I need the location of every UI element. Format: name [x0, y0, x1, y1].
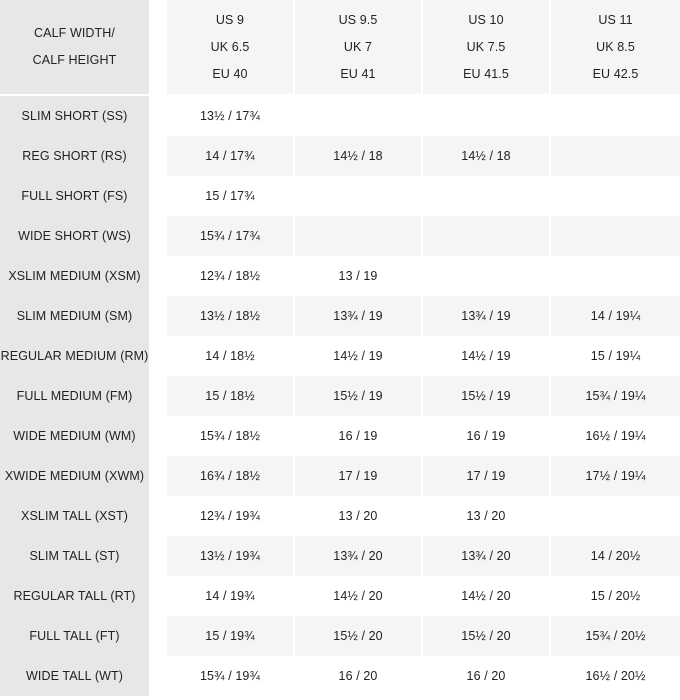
- measurement-cell: [295, 176, 421, 216]
- measurement-cell: [295, 96, 421, 136]
- table-row: [0, 376, 680, 416]
- measurement-cell: [551, 216, 680, 256]
- table-row: [0, 296, 680, 336]
- measurement-cell: 17½ / 19¼: [551, 456, 680, 496]
- measurement-cell: 13 / 20: [295, 496, 421, 536]
- measurement-cell: 14 / 19¾: [167, 576, 293, 616]
- us-size-label: US 9: [215, 12, 245, 27]
- measurement-cell: 15¾ / 19¾: [167, 656, 293, 696]
- row-label-cell: REGULAR MEDIUM (RM): [0, 336, 149, 376]
- table-row: [0, 136, 680, 176]
- measurement-cell: 15½ / 20: [423, 616, 549, 656]
- row-label-cell: XSLIM TALL (XST): [0, 496, 149, 536]
- measurement-cell: 14 / 17¾: [167, 136, 293, 176]
- row-label-cell: REGULAR TALL (RT): [0, 576, 149, 616]
- measurement-cell: 15½ / 19: [295, 376, 421, 416]
- measurement-cell: 14 / 20½: [551, 536, 680, 576]
- measurement-cell: 17 / 19: [295, 456, 421, 496]
- uk-size-label: UK 7: [343, 39, 373, 54]
- uk-size-label: UK 7.5: [466, 39, 506, 54]
- measurement-cell: [423, 96, 549, 136]
- measurement-cell: 12¾ / 19¾: [167, 496, 293, 536]
- row-label-cell: WIDE TALL (WT): [0, 656, 149, 696]
- measurement-cell: 13½ / 19¾: [167, 536, 293, 576]
- measurement-cell: 15 / 20½: [551, 576, 680, 616]
- measurement-cell: [551, 496, 680, 536]
- eu-size-label: EU 42.5: [592, 66, 639, 81]
- measurement-cell: [423, 256, 549, 296]
- measurement-cell: 14½ / 19: [295, 336, 421, 376]
- table-row: [0, 456, 680, 496]
- measurement-cell: 16 / 20: [423, 656, 549, 696]
- measurement-cell: 15 / 19¼: [551, 336, 680, 376]
- us-size-label: US 11: [598, 12, 633, 27]
- measurement-cell: [295, 216, 421, 256]
- measurement-cell: 15¾ / 18½: [167, 416, 293, 456]
- measurement-cell: 13½ / 18½: [167, 296, 293, 336]
- table-header-row: [0, 0, 680, 94]
- measurement-cell: 15¾ / 19¼: [551, 376, 680, 416]
- table-row: [0, 336, 680, 376]
- measurement-cell: 13 / 20: [423, 496, 549, 536]
- table-row: [0, 176, 680, 216]
- measurement-cell: 14½ / 18: [295, 136, 421, 176]
- measurement-cell: 13 / 19: [295, 256, 421, 296]
- table-row: [0, 536, 680, 576]
- measurement-cell: 15½ / 19: [423, 376, 549, 416]
- measurement-cell: 14½ / 20: [423, 576, 549, 616]
- corner-label-line1: CALF WIDTH/: [34, 26, 115, 40]
- eu-size-label: EU 41.5: [463, 66, 509, 81]
- measurement-cell: 14½ / 19: [423, 336, 549, 376]
- table-row: [0, 576, 680, 616]
- measurement-cell: 17 / 19: [423, 456, 549, 496]
- table-row: [0, 96, 680, 136]
- header-corner-cell: [0, 0, 149, 94]
- measurement-cell: 15 / 17¾: [167, 176, 293, 216]
- row-label-cell: WIDE MEDIUM (WM): [0, 416, 149, 456]
- row-label-cell: SLIM MEDIUM (SM): [0, 296, 149, 336]
- measurement-cell: 16 / 20: [295, 656, 421, 696]
- eu-size-label: EU 40: [212, 66, 248, 81]
- measurement-cell: 12¾ / 18½: [167, 256, 293, 296]
- row-label-cell: XSLIM MEDIUM (XSM): [0, 256, 149, 296]
- row-label-cell: XWIDE MEDIUM (XWM): [0, 456, 149, 496]
- measurement-cell: 16½ / 20½: [551, 656, 680, 696]
- us-size-label: US 10: [468, 12, 504, 27]
- measurement-cell: 14 / 18½: [167, 336, 293, 376]
- measurement-cell: [551, 136, 680, 176]
- measurement-cell: 14½ / 18: [423, 136, 549, 176]
- table-row: [0, 216, 680, 256]
- row-label-cell: FULL SHORT (FS): [0, 176, 149, 216]
- measurement-cell: 16½ / 19¼: [551, 416, 680, 456]
- measurement-cell: [551, 256, 680, 296]
- measurement-cell: 16¾ / 18½: [167, 456, 293, 496]
- table-row: [0, 416, 680, 456]
- size-column-header: [295, 0, 421, 94]
- table-row: [0, 616, 680, 656]
- measurement-cell: 15¾ / 17¾: [167, 216, 293, 256]
- uk-size-label: UK 6.5: [210, 39, 250, 54]
- measurement-cell: 16 / 19: [423, 416, 549, 456]
- size-column-header: [167, 0, 293, 94]
- measurement-cell: 16 / 19: [295, 416, 421, 456]
- size-column-header: [423, 0, 549, 94]
- us-size-label: US 9.5: [338, 12, 378, 27]
- measurement-cell: 15 / 18½: [167, 376, 293, 416]
- row-label-cell: FULL TALL (FT): [0, 616, 149, 656]
- row-label-cell: FULL MEDIUM (FM): [0, 376, 149, 416]
- row-label-cell: WIDE SHORT (WS): [0, 216, 149, 256]
- table-row: [0, 656, 680, 696]
- measurement-cell: 13½ / 17¾: [167, 96, 293, 136]
- measurement-cell: 13¾ / 19: [423, 296, 549, 336]
- measurement-cell: 14½ / 20: [295, 576, 421, 616]
- size-column-header: [551, 0, 680, 94]
- measurement-cell: 15 / 19¾: [167, 616, 293, 656]
- table-row: [0, 496, 680, 536]
- uk-size-label: UK 8.5: [596, 39, 635, 54]
- measurement-cell: 13¾ / 20: [295, 536, 421, 576]
- measurement-cell: [551, 96, 680, 136]
- table-row: [0, 256, 680, 296]
- measurement-cell: [423, 176, 549, 216]
- row-label-cell: SLIM TALL (ST): [0, 536, 149, 576]
- measurement-cell: 13¾ / 20: [423, 536, 549, 576]
- row-label-cell: REG SHORT (RS): [0, 136, 149, 176]
- measurement-cell: 14 / 19¼: [551, 296, 680, 336]
- corner-label-line2: CALF HEIGHT: [32, 53, 117, 67]
- measurement-cell: 15½ / 20: [295, 616, 421, 656]
- measurement-cell: 13¾ / 19: [295, 296, 421, 336]
- eu-size-label: EU 41: [340, 66, 376, 81]
- measurement-cell: [423, 216, 549, 256]
- measurement-cell: 15¾ / 20½: [551, 616, 680, 656]
- measurement-cell: [551, 176, 680, 216]
- row-label-cell: SLIM SHORT (SS): [0, 96, 149, 136]
